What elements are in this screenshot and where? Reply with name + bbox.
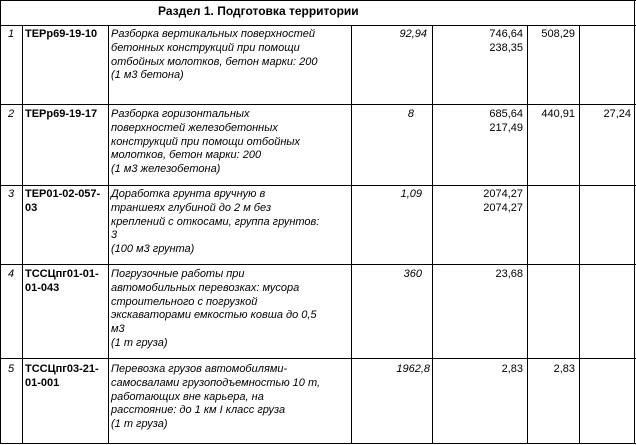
row-2-code: ТЕРр69-19-17 [25,108,98,120]
grid-line-left [0,0,1,444]
row-1-col-a: 508,29 [541,28,575,40]
grid-line-col-code [108,25,109,444]
row-5-number: 5 [8,363,15,375]
row-3-price: 2074,27 2074,27 [483,188,523,214]
row-2-quantity: 8 [407,108,414,120]
row-2-col-b: 27,24 [603,108,631,120]
grid-line-right [634,0,635,444]
row-5-quantity: 1962,8 [396,363,430,375]
row-4-price: 23,68 [495,268,523,280]
row-5-description: Перевозка грузов автомобилями- самосвалами грузоподъемностью 10 т, работающих вне карьера, на расстояние: до 1 км I класс груза (1 т груза) [111,363,321,431]
row-4-description: Погрузочные работы при автомобильных перевозках: мусора строительного с погрузкой экскаваторами емкостью ковша до 0,5 м3 (1 т груза) [111,268,317,349]
row-4-code: ТССЦпг01-01- 01-043 [25,268,99,294]
row-4-number: 4 [8,268,15,280]
row-2-number: 2 [8,108,15,120]
row-3-description: Доработка грунта вручную в траншеях глубиной до 2 м без креплений с откосами, группа грунтов: 3 (100 м3 грунта) [111,188,320,256]
row-2-description: Разборка горизонтальных поверхностей железобетонных конструкций при помощи отбойных молотков, бетон марки: 200 (1 м3 железобетона) [111,108,300,176]
row-1-code: ТЕРр69-19-10 [25,28,98,40]
row-3-code: ТЕР01-02-057- 03 [25,188,101,214]
grid-line-col-desc [351,25,352,444]
grid-line-row-3-bottom [0,264,636,265]
grid-line-top [0,0,636,1]
grid-line-col-price [527,25,528,444]
grid-line-row-4-bottom [0,358,636,359]
grid-line-bottom [0,443,636,444]
row-5-col-a: 2,83 [553,363,575,375]
grid-line-col-num [22,25,23,444]
row-3-quantity: 1,09 [400,188,422,200]
grid-line-col-a [579,25,580,444]
row-3-number: 3 [8,188,15,200]
row-1-description: Разборка вертикальных поверхностей бетонных конструкций при помощи отбойных молотков, бетон марки: 200 (1 м3 бетона) [111,28,318,82]
row-2-col-a: 440,91 [541,108,575,120]
grid-line-header-bottom [0,25,636,26]
section-title: Раздел 1. Подготовка территории [158,4,359,18]
grid-line-row-1-bottom [0,104,636,105]
row-2-price: 685,64 217,49 [489,108,523,134]
row-1-price: 746,64 238,35 [489,28,523,54]
row-5-price: 2,83 [501,363,523,375]
row-1-number: 1 [8,28,15,40]
row-5-code: ТССЦпг03-21- 01-001 [25,363,99,389]
grid-line-col-qty [432,25,433,444]
row-1-quantity: 92,94 [399,28,427,40]
row-4-quantity: 360 [403,268,422,280]
grid-line-row-2-bottom [0,185,636,186]
